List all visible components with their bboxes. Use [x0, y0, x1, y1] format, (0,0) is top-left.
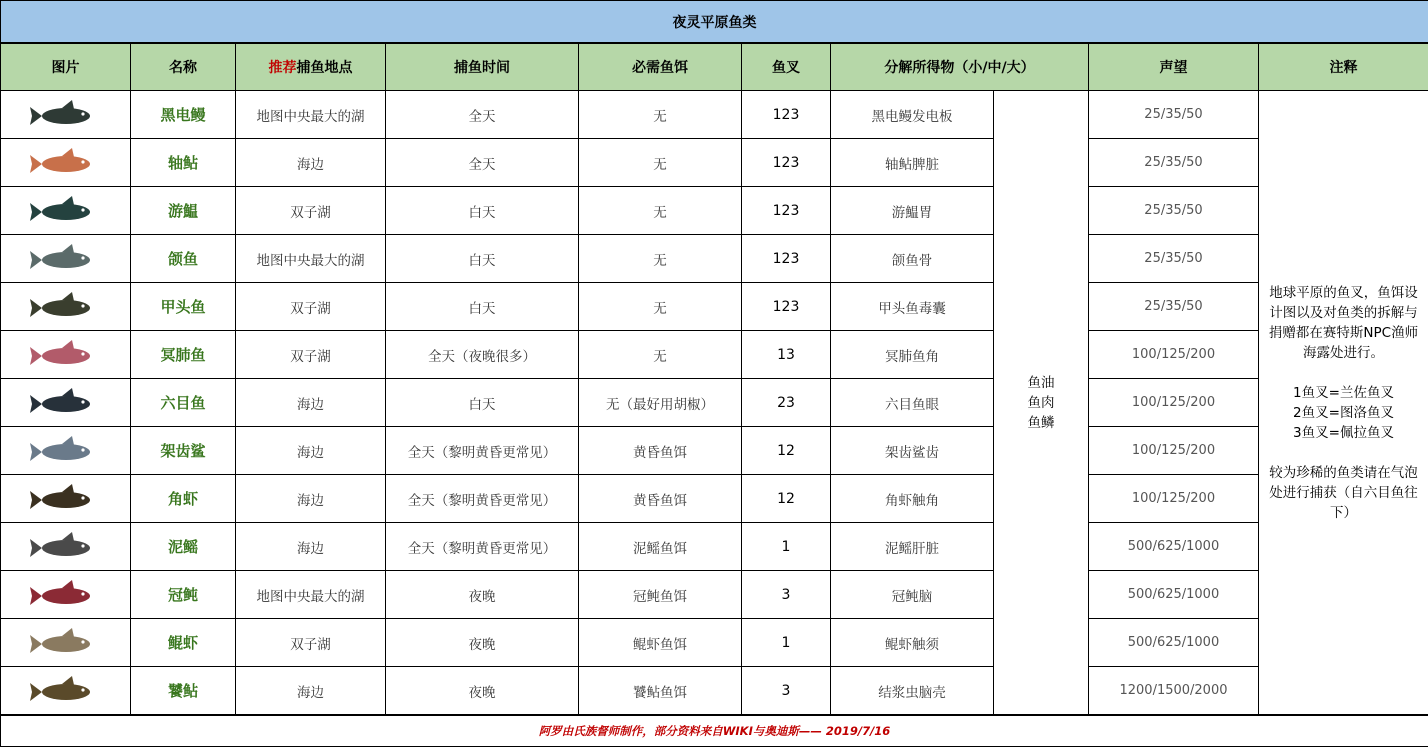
fish-loot[interactable]: 颌鱼骨	[831, 235, 994, 283]
fish-time[interactable]: 全天	[386, 91, 579, 139]
fish-time[interactable]: 全天	[386, 139, 579, 187]
header-image[interactable]: 图片	[1, 43, 131, 91]
fish-reputation[interactable]: 25/35/50	[1089, 235, 1259, 283]
fish-reputation[interactable]: 1200/1500/2000	[1089, 667, 1259, 716]
fish-bait[interactable]: 黄昏鱼饵	[579, 427, 742, 475]
orange-catfish-icon	[26, 144, 106, 182]
notes-paragraph: 地球平原的鱼叉，鱼饵设计图以及对鱼类的拆解与捐赠都在赛特斯NPC渔师海露处进行。	[1268, 284, 1419, 361]
ray-fish-icon	[26, 288, 106, 326]
fish-bait[interactable]: 鲲虾鱼饵	[579, 619, 742, 667]
fish-name[interactable]: 饕鲇	[131, 667, 236, 716]
fish-row	[1, 427, 1428, 475]
fish-name[interactable]: 架齿鲨	[131, 427, 236, 475]
fish-image-cell[interactable]	[1, 283, 131, 331]
header-loot[interactable]: 分解所得物（小/中/大）	[831, 43, 1089, 91]
fish-time[interactable]: 白天	[386, 235, 579, 283]
fish-loot[interactable]: 游鰛胃	[831, 187, 994, 235]
fish-name[interactable]: 冥肺鱼	[131, 331, 236, 379]
fish-location[interactable]: 双子湖	[236, 187, 386, 235]
fish-row	[1, 571, 1428, 619]
pale-lungfish-icon	[26, 336, 106, 374]
fish-loot[interactable]: 泥鳐肝脏	[831, 523, 994, 571]
fish-spear[interactable]: 3	[742, 571, 831, 619]
fish-reputation[interactable]: 100/125/200	[1089, 427, 1259, 475]
mud-ray-icon	[26, 528, 106, 566]
horned-shrimp-icon	[26, 480, 106, 518]
header-reputation[interactable]: 声望	[1089, 43, 1259, 91]
header-spear[interactable]: 鱼叉	[742, 43, 831, 91]
fish-name[interactable]: 轴鲇	[131, 139, 236, 187]
fish-image-cell[interactable]	[1, 619, 131, 667]
fish-time[interactable]: 全天（夜晚很多）	[386, 331, 579, 379]
fish-reputation[interactable]: 100/125/200	[1089, 475, 1259, 523]
fish-location[interactable]: 地图中央最大的湖	[236, 235, 386, 283]
fish-bait[interactable]: 无	[579, 331, 742, 379]
fish-name[interactable]: 鲲虾	[131, 619, 236, 667]
fish-image-cell[interactable]	[1, 667, 131, 716]
fish-reputation[interactable]: 500/625/1000	[1089, 523, 1259, 571]
shared-loot-item: 鱼鳞	[1027, 414, 1055, 431]
fish-spear[interactable]: 123	[742, 139, 831, 187]
fish-location[interactable]: 海边	[236, 523, 386, 571]
glutton-catfish-icon	[26, 672, 106, 710]
fish-location[interactable]: 双子湖	[236, 619, 386, 667]
notes-spear-line: 2鱼叉=图洛鱼叉	[1293, 404, 1394, 421]
fish-name[interactable]: 角虾	[131, 475, 236, 523]
fish-reputation[interactable]: 500/625/1000	[1089, 619, 1259, 667]
fish-bait[interactable]: 无	[579, 235, 742, 283]
fish-bait[interactable]: 黄昏鱼饵	[579, 475, 742, 523]
notes-cell[interactable]	[1259, 91, 1428, 716]
notes-spear-line: 3鱼叉=佩拉鱼叉	[1293, 424, 1394, 441]
fish-row	[1, 91, 1428, 139]
fish-bait[interactable]: 无	[579, 187, 742, 235]
fish-row	[1, 667, 1428, 716]
long-jaw-fish-icon	[26, 240, 106, 278]
fish-spear[interactable]: 123	[742, 235, 831, 283]
kun-shrimp-icon	[26, 624, 106, 662]
fish-time[interactable]: 全天（黎明黄昏更常见）	[386, 475, 579, 523]
fish-spear[interactable]: 23	[742, 379, 831, 427]
fish-spear[interactable]: 1	[742, 523, 831, 571]
header-notes[interactable]: 注释	[1259, 43, 1428, 91]
header-time[interactable]: 捕鱼时间	[386, 43, 579, 91]
fish-row	[1, 523, 1428, 571]
fish-image-cell[interactable]	[1, 571, 131, 619]
fish-location[interactable]: 地图中央最大的湖	[236, 571, 386, 619]
header-name[interactable]: 名称	[131, 43, 236, 91]
footer-credit[interactable]: 阿罗由氏族督师制作，部分资料来自WIKI与奥迪斯—— 2019/7/16	[1, 715, 1428, 747]
fish-loot[interactable]: 冠鲀脑	[831, 571, 994, 619]
fish-location[interactable]: 地图中央最大的湖	[236, 91, 386, 139]
fish-loot[interactable]: 轴鲇脾脏	[831, 139, 994, 187]
fish-name[interactable]: 冠鲀	[131, 571, 236, 619]
dark-eel-fish-icon	[26, 96, 106, 134]
fish-reputation[interactable]: 25/35/50	[1089, 91, 1259, 139]
fish-time[interactable]: 全天（黎明黄昏更常见）	[386, 427, 579, 475]
shared-loot-item: 鱼油	[1027, 374, 1055, 391]
fish-name[interactable]: 颌鱼	[131, 235, 236, 283]
shared-loot-cell[interactable]	[994, 91, 1089, 716]
fish-row	[1, 139, 1428, 187]
fish-image-cell[interactable]	[1, 187, 131, 235]
teal-fish-icon	[26, 192, 106, 230]
fish-spear[interactable]: 1	[742, 619, 831, 667]
fish-bait[interactable]: 饕鲇鱼饵	[579, 667, 742, 716]
fish-location[interactable]: 双子湖	[236, 283, 386, 331]
fish-image-cell[interactable]	[1, 427, 131, 475]
fish-reputation[interactable]: 100/125/200	[1089, 379, 1259, 427]
fish-loot[interactable]: 结浆虫脑壳	[831, 667, 994, 716]
fish-loot[interactable]: 鲲虾触须	[831, 619, 994, 667]
notes-paragraph: 较为珍稀的鱼类请在气泡处进行捕获（自六目鱼往下）	[1269, 464, 1418, 521]
fish-reputation[interactable]: 25/35/50	[1089, 283, 1259, 331]
fish-spear[interactable]: 12	[742, 427, 831, 475]
notes-spacer	[1265, 443, 1422, 463]
fish-spear[interactable]: 13	[742, 331, 831, 379]
fish-image-cell[interactable]	[1, 379, 131, 427]
fish-bait[interactable]: 泥鳐鱼饵	[579, 523, 742, 571]
fish-image-cell[interactable]	[1, 523, 131, 571]
fish-loot[interactable]: 角虾触角	[831, 475, 994, 523]
fish-time[interactable]: 白天	[386, 379, 579, 427]
fish-bait[interactable]: 无	[579, 91, 742, 139]
fish-bait[interactable]: 冠鲀鱼饵	[579, 571, 742, 619]
fish-name[interactable]: 泥鳐	[131, 523, 236, 571]
fish-location[interactable]: 海边	[236, 667, 386, 716]
header-location-rest: 捕鱼地点	[296, 60, 353, 76]
fish-loot[interactable]: 黑电鳗发电板	[831, 91, 994, 139]
fish-image-cell[interactable]	[1, 91, 131, 139]
fish-bait[interactable]: 无（最好用胡椒）	[579, 379, 742, 427]
fish-reputation[interactable]: 25/35/50	[1089, 187, 1259, 235]
crown-puffer-icon	[26, 576, 106, 614]
fish-spear[interactable]: 123	[742, 187, 831, 235]
fish-time[interactable]: 夜晚	[386, 571, 579, 619]
fish-location[interactable]: 双子湖	[236, 331, 386, 379]
shared-loot-item: 鱼肉	[1027, 394, 1055, 411]
fish-row	[1, 475, 1428, 523]
header-location[interactable]	[236, 43, 386, 91]
shark-icon	[26, 432, 106, 470]
fish-spear[interactable]: 123	[742, 91, 831, 139]
fish-bait[interactable]: 无	[579, 139, 742, 187]
fish-loot[interactable]: 六目鱼眼	[831, 379, 994, 427]
fish-time[interactable]: 夜晚	[386, 619, 579, 667]
notes-spear-line: 1鱼叉=兰佐鱼叉	[1293, 384, 1394, 401]
fish-spear[interactable]: 12	[742, 475, 831, 523]
fish-time[interactable]: 白天	[386, 283, 579, 331]
fish-bait[interactable]: 无	[579, 283, 742, 331]
fish-time[interactable]: 白天	[386, 187, 579, 235]
six-eye-fish-icon	[26, 384, 106, 422]
fish-row	[1, 331, 1428, 379]
fish-location[interactable]: 海边	[236, 475, 386, 523]
header-location-highlight: 推荐	[268, 60, 297, 76]
fish-row	[1, 283, 1428, 331]
notes-spacer	[1265, 363, 1422, 383]
fish-loot[interactable]: 冥肺鱼角	[831, 331, 994, 379]
fish-row	[1, 235, 1428, 283]
fish-row	[1, 379, 1428, 427]
fish-image-cell[interactable]	[1, 235, 131, 283]
fish-loot[interactable]: 架齿鲨齿	[831, 427, 994, 475]
fish-image-cell[interactable]	[1, 331, 131, 379]
fish-row	[1, 187, 1428, 235]
fish-spear[interactable]: 3	[742, 667, 831, 716]
header-bait[interactable]: 必需鱼饵	[579, 43, 742, 91]
fish-name[interactable]: 游鰛	[131, 187, 236, 235]
fish-location[interactable]: 海边	[236, 139, 386, 187]
fish-location[interactable]: 海边	[236, 427, 386, 475]
fish-spear[interactable]: 123	[742, 283, 831, 331]
fish-location[interactable]: 海边	[236, 379, 386, 427]
fish-reputation[interactable]: 500/625/1000	[1089, 571, 1259, 619]
fish-name[interactable]: 黑电鳗	[131, 91, 236, 139]
fish-loot[interactable]: 甲头鱼毒囊	[831, 283, 994, 331]
fish-name[interactable]: 甲头鱼	[131, 283, 236, 331]
fish-time[interactable]: 全天（黎明黄昏更常见）	[386, 523, 579, 571]
fish-row	[1, 619, 1428, 667]
sheet-title[interactable]: 夜灵平原鱼类	[1, 1, 1428, 44]
fish-reputation[interactable]: 100/125/200	[1089, 331, 1259, 379]
fish-reputation[interactable]: 25/35/50	[1089, 139, 1259, 187]
fish-time[interactable]: 夜晚	[386, 667, 579, 716]
fish-image-cell[interactable]	[1, 139, 131, 187]
fish-name[interactable]: 六目鱼	[131, 379, 236, 427]
fish-image-cell[interactable]	[1, 475, 131, 523]
